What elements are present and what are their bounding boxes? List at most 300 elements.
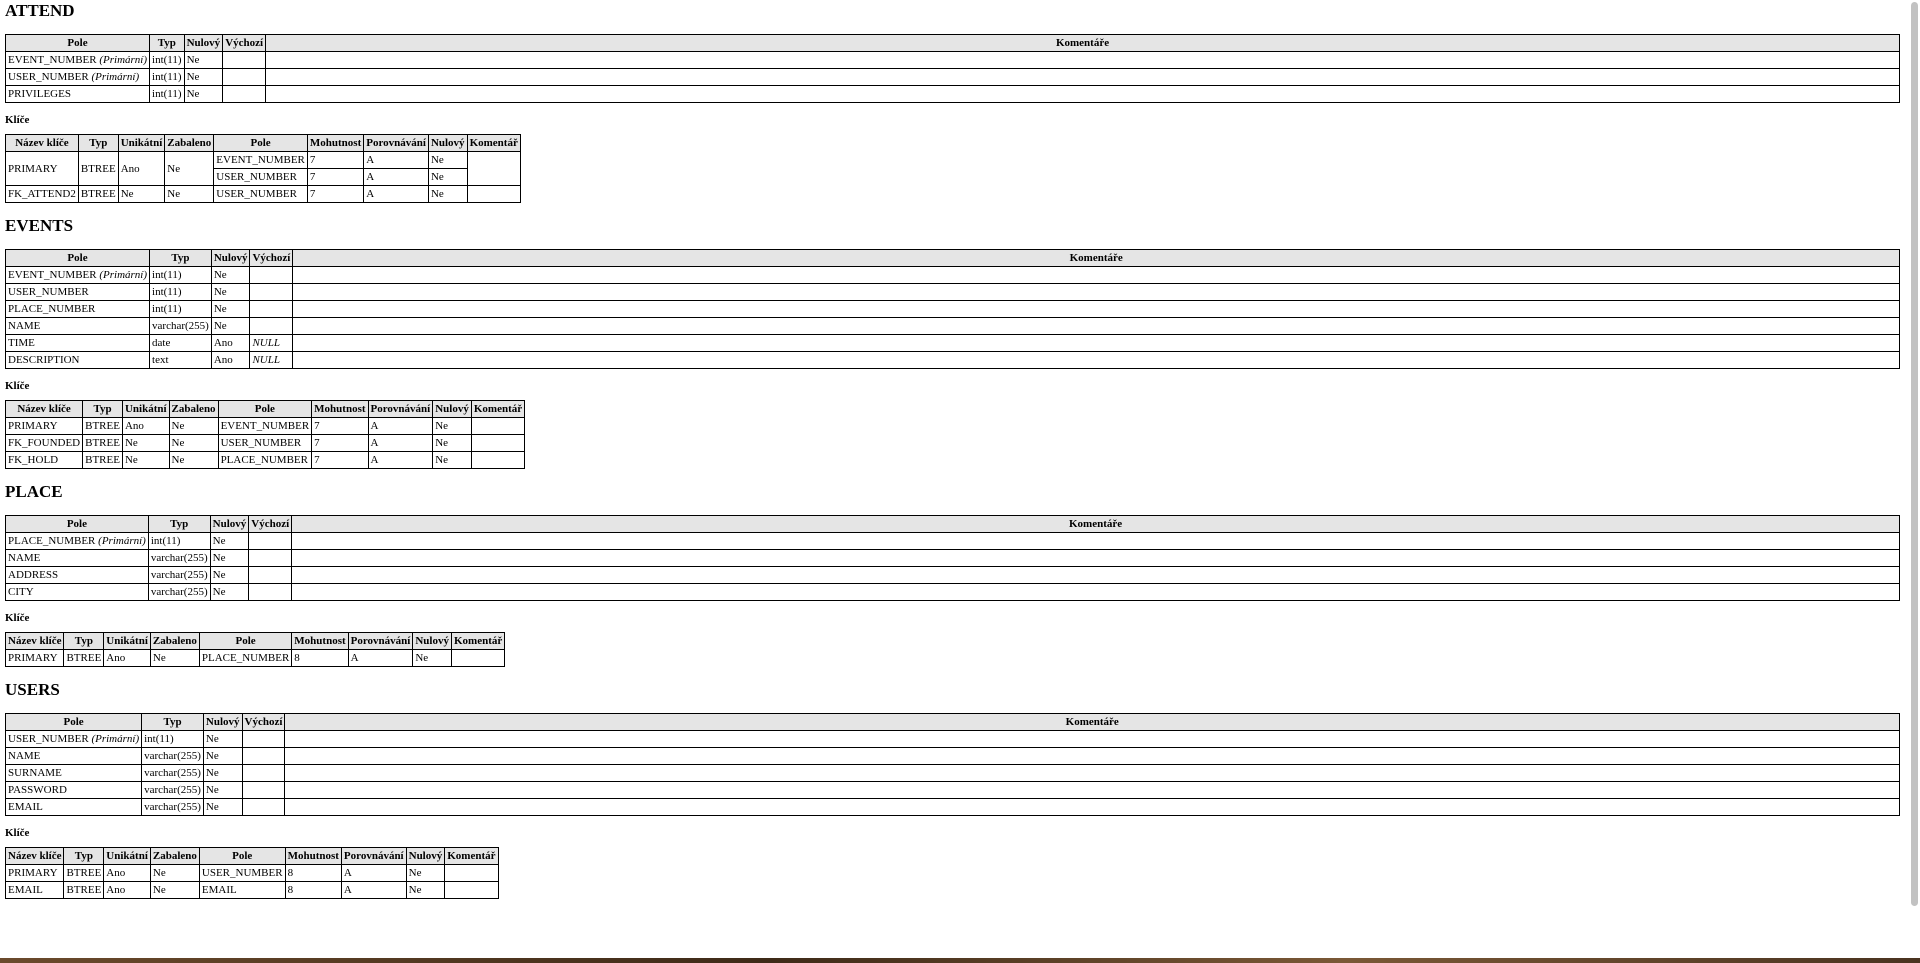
table-title: PLACE xyxy=(5,482,63,501)
key-cardinality: 8 xyxy=(285,882,341,899)
key-row xyxy=(6,435,525,452)
fields-column-header: Komentáře xyxy=(293,250,1900,267)
keys-column-header: Nulový xyxy=(428,135,467,152)
field-type: varchar(255) xyxy=(142,748,204,765)
keys-column-header: Unikátní xyxy=(122,401,169,418)
keys-table xyxy=(5,632,505,667)
fields-column-header: Nulový xyxy=(184,35,223,52)
key-packed: Ne xyxy=(150,865,199,882)
keys-table xyxy=(5,847,499,899)
key-collation: A xyxy=(364,186,429,203)
field-name-cell xyxy=(6,584,149,601)
key-field: USER_NUMBER xyxy=(199,865,285,882)
key-null: Ne xyxy=(433,452,472,469)
field-row xyxy=(6,584,1900,601)
key-comment xyxy=(467,186,520,203)
field-null: Ano xyxy=(211,335,250,352)
key-name: PRIMARY xyxy=(6,418,83,435)
key-field: EVENT_NUMBER xyxy=(214,152,308,169)
field-row xyxy=(6,318,1900,335)
key-collation: A xyxy=(364,152,429,169)
fields-column-header: Pole xyxy=(6,250,150,267)
field-row xyxy=(6,567,1900,584)
field-name-cell xyxy=(6,550,149,567)
field-comment xyxy=(292,533,1900,550)
keys-title: Klíče xyxy=(5,114,30,126)
fields-column-header: Typ xyxy=(142,714,204,731)
field-name-cell xyxy=(6,267,150,284)
field-name-cell xyxy=(6,318,150,335)
fields-header-row xyxy=(6,250,1900,267)
keys-column-header: Zabaleno xyxy=(169,401,218,418)
field-comment xyxy=(293,318,1900,335)
primary-key-mark: (Primární) xyxy=(98,535,146,547)
key-type: BTREE xyxy=(64,650,104,667)
field-null: Ne xyxy=(203,765,242,782)
key-packed: Ne xyxy=(169,418,218,435)
fields-column-header: Nulový xyxy=(210,516,249,533)
fields-column-header: Typ xyxy=(150,250,212,267)
field-type: varchar(255) xyxy=(150,318,212,335)
table-title: USERS xyxy=(5,680,60,699)
vertical-scrollbar[interactable] xyxy=(1910,0,1920,958)
keys-column-header: Porovnávání xyxy=(341,848,406,865)
field-name: SURNAME xyxy=(8,767,62,779)
field-name: PLACE_NUMBER xyxy=(8,303,96,315)
fields-column-header: Nulový xyxy=(211,250,250,267)
field-name: CITY xyxy=(8,586,34,598)
field-name: NAME xyxy=(8,750,41,762)
field-default-cell xyxy=(250,267,293,284)
key-collation: A xyxy=(341,882,406,899)
field-default-cell xyxy=(223,86,266,103)
keys-column-header: Unikátní xyxy=(118,135,165,152)
key-row xyxy=(6,452,525,469)
key-unique: Ano xyxy=(118,152,165,186)
primary-key-mark: (Primární) xyxy=(99,269,148,281)
field-name: PASSWORD xyxy=(8,784,67,796)
key-null: Ne xyxy=(406,882,445,899)
key-cardinality: 8 xyxy=(285,865,341,882)
field-type: varchar(255) xyxy=(148,550,210,567)
fields-column-header: Výchozí xyxy=(242,714,285,731)
field-name: ADDRESS xyxy=(8,569,59,581)
keys-column-header: Nulový xyxy=(413,633,452,650)
field-comment xyxy=(293,352,1900,369)
field-name: DESCRIPTION xyxy=(8,354,80,366)
key-comment xyxy=(471,418,524,435)
field-name-cell xyxy=(6,799,142,816)
key-field: USER_NUMBER xyxy=(214,169,308,186)
keys-header-row xyxy=(6,401,525,418)
field-name: TIME xyxy=(8,337,35,349)
key-type: BTREE xyxy=(83,418,123,435)
field-default-cell xyxy=(223,52,266,69)
field-default-cell xyxy=(250,352,293,369)
keys-column-header: Porovnávání xyxy=(364,135,429,152)
field-name-cell xyxy=(6,86,150,103)
field-name-cell xyxy=(6,69,150,86)
keys-header-row xyxy=(6,848,499,865)
field-name-cell xyxy=(6,567,149,584)
keys-column-header: Unikátní xyxy=(104,633,151,650)
key-name: PRIMARY xyxy=(6,650,64,667)
keys-column-header: Nulový xyxy=(406,848,445,865)
keys-column-header: Název klíče xyxy=(6,135,79,152)
table-section-place xyxy=(5,481,1900,679)
key-row xyxy=(6,152,521,169)
key-type: BTREE xyxy=(64,865,104,882)
fields-column-header: Typ xyxy=(148,516,210,533)
keys-column-header: Zabaleno xyxy=(150,633,199,650)
key-comment xyxy=(451,650,504,667)
field-default-cell xyxy=(250,284,293,301)
field-comment xyxy=(293,301,1900,318)
field-default: NULL xyxy=(252,337,280,349)
field-name-cell xyxy=(6,782,142,799)
key-cardinality: 7 xyxy=(307,186,363,203)
keys-column-header: Komentář xyxy=(467,135,520,152)
primary-key-mark: (Primární) xyxy=(91,71,140,83)
field-name: NAME xyxy=(8,320,41,332)
key-type: BTREE xyxy=(83,435,123,452)
field-row xyxy=(6,52,1900,69)
field-null: Ne xyxy=(203,748,242,765)
key-collation: A xyxy=(368,435,433,452)
key-row xyxy=(6,418,525,435)
keys-column-header: Pole xyxy=(218,401,312,418)
field-row xyxy=(6,533,1900,550)
key-type: BTREE xyxy=(83,452,123,469)
desktop-background-strip xyxy=(0,958,1920,963)
field-null: Ne xyxy=(210,584,249,601)
field-type: varchar(255) xyxy=(142,799,204,816)
fields-column-header: Typ xyxy=(150,35,185,52)
field-null: Ne xyxy=(203,731,242,748)
field-comment xyxy=(285,799,1900,816)
field-null: Ne xyxy=(210,567,249,584)
key-collation: A xyxy=(368,418,433,435)
key-type: BTREE xyxy=(64,882,104,899)
field-comment xyxy=(285,731,1900,748)
field-type: int(11) xyxy=(150,267,212,284)
field-name: USER_NUMBER xyxy=(8,71,89,83)
field-row xyxy=(6,284,1900,301)
field-null: Ne xyxy=(211,267,250,284)
field-default-cell xyxy=(242,765,285,782)
field-null: Ne xyxy=(210,533,249,550)
field-null: Ne xyxy=(203,782,242,799)
field-type: varchar(255) xyxy=(142,765,204,782)
keys-header-row xyxy=(6,135,521,152)
field-row xyxy=(6,748,1900,765)
field-name-cell xyxy=(6,284,150,301)
key-collation: A xyxy=(341,865,406,882)
key-row xyxy=(6,186,521,203)
field-type: date xyxy=(150,335,212,352)
fields-column-header: Výchozí xyxy=(249,516,292,533)
fields-table xyxy=(5,249,1900,369)
field-type: int(11) xyxy=(142,731,204,748)
field-null: Ano xyxy=(211,352,250,369)
key-field: USER_NUMBER xyxy=(218,435,312,452)
keys-column-header: Mohutnost xyxy=(307,135,363,152)
field-row xyxy=(6,267,1900,284)
key-packed: Ne xyxy=(165,186,214,203)
key-unique: Ano xyxy=(104,865,151,882)
keys-title: Klíče xyxy=(5,827,30,839)
field-comment xyxy=(293,284,1900,301)
field-name: EMAIL xyxy=(8,801,43,813)
keys-column-header: Typ xyxy=(64,633,104,650)
field-type: int(11) xyxy=(150,284,212,301)
key-null: Ne xyxy=(433,418,472,435)
keys-column-header: Nulový xyxy=(433,401,472,418)
key-row xyxy=(6,650,505,667)
keys-column-header: Zabaleno xyxy=(165,135,214,152)
key-field: EMAIL xyxy=(199,882,285,899)
key-unique: Ne xyxy=(122,435,169,452)
keys-column-header: Pole xyxy=(214,135,308,152)
field-row xyxy=(6,301,1900,318)
fields-table xyxy=(5,34,1900,103)
key-packed: Ne xyxy=(169,452,218,469)
keys-table xyxy=(5,400,525,469)
field-comment xyxy=(292,584,1900,601)
key-type: BTREE xyxy=(78,186,118,203)
key-unique: Ne xyxy=(122,452,169,469)
field-default-cell xyxy=(249,584,292,601)
key-comment xyxy=(445,865,498,882)
field-row xyxy=(6,799,1900,816)
key-null: Ne xyxy=(413,650,452,667)
field-name: PLACE_NUMBER xyxy=(8,535,96,547)
field-name-cell xyxy=(6,533,149,550)
fields-column-header: Pole xyxy=(6,714,142,731)
field-name: PRIVILEGES xyxy=(8,88,71,100)
table-title: EVENTS xyxy=(5,216,74,235)
field-null: Ne xyxy=(211,318,250,335)
primary-key-mark: (Primární) xyxy=(91,733,140,745)
keys-column-header: Porovnávání xyxy=(368,401,433,418)
key-unique: Ne xyxy=(118,186,165,203)
key-null: Ne xyxy=(428,169,467,186)
field-type: int(11) xyxy=(150,301,212,318)
field-null: Ne xyxy=(203,799,242,816)
key-comment xyxy=(467,152,520,186)
field-default-cell xyxy=(242,799,285,816)
field-null: Ne xyxy=(210,550,249,567)
key-collation: A xyxy=(348,650,413,667)
field-name: USER_NUMBER xyxy=(8,286,89,298)
field-comment xyxy=(285,782,1900,799)
keys-column-header: Mohutnost xyxy=(312,401,368,418)
field-comment xyxy=(292,550,1900,567)
keys-column-header: Mohutnost xyxy=(285,848,341,865)
field-default: NULL xyxy=(252,354,280,366)
fields-column-header: Pole xyxy=(6,516,149,533)
keys-header-row xyxy=(6,633,505,650)
keys-column-header: Název klíče xyxy=(6,401,83,418)
field-name-cell xyxy=(6,765,142,782)
field-type: int(11) xyxy=(150,69,185,86)
field-comment xyxy=(293,335,1900,352)
key-field: USER_NUMBER xyxy=(214,186,308,203)
key-cardinality: 7 xyxy=(312,418,368,435)
key-name: PRIMARY xyxy=(6,865,64,882)
field-type: varchar(255) xyxy=(148,567,210,584)
keys-table xyxy=(5,134,521,203)
fields-table xyxy=(5,713,1900,816)
key-cardinality: 7 xyxy=(312,452,368,469)
key-name: EMAIL xyxy=(6,882,64,899)
keys-column-header: Název klíče xyxy=(6,848,64,865)
field-null: Ne xyxy=(184,52,223,69)
key-unique: Ano xyxy=(104,882,151,899)
key-unique: Ano xyxy=(104,650,151,667)
key-row xyxy=(6,882,499,899)
key-name: FK_FOUNDED xyxy=(6,435,83,452)
field-name-cell xyxy=(6,731,142,748)
field-row xyxy=(6,69,1900,86)
fields-column-header: Komentáře xyxy=(266,35,1900,52)
keys-column-header: Unikátní xyxy=(104,848,151,865)
field-type: int(11) xyxy=(150,86,185,103)
key-cardinality: 7 xyxy=(307,169,363,186)
key-comment xyxy=(471,452,524,469)
field-type: varchar(255) xyxy=(142,782,204,799)
field-row xyxy=(6,335,1900,352)
keys-column-header: Komentář xyxy=(445,848,498,865)
key-null: Ne xyxy=(406,865,445,882)
field-default-cell xyxy=(250,301,293,318)
field-null: Ne xyxy=(184,69,223,86)
field-comment xyxy=(293,267,1900,284)
keys-column-header: Komentář xyxy=(471,401,524,418)
keys-column-header: Název klíče xyxy=(6,633,64,650)
key-collation: A xyxy=(364,169,429,186)
field-name: EVENT_NUMBER xyxy=(8,54,97,66)
key-null: Ne xyxy=(433,435,472,452)
scrollbar-thumb[interactable] xyxy=(1911,2,1918,906)
key-name: FK_ATTEND2 xyxy=(6,186,79,203)
keys-column-header: Pole xyxy=(199,848,285,865)
field-default-cell xyxy=(242,731,285,748)
fields-column-header: Komentáře xyxy=(292,516,1900,533)
field-name-cell xyxy=(6,352,150,369)
key-cardinality: 7 xyxy=(307,152,363,169)
key-packed: Ne xyxy=(169,435,218,452)
field-default-cell xyxy=(249,567,292,584)
fields-header-row xyxy=(6,516,1900,533)
primary-key-mark: (Primární) xyxy=(99,54,148,66)
table-title: ATTEND xyxy=(5,1,75,20)
field-name-cell xyxy=(6,301,150,318)
key-field: EVENT_NUMBER xyxy=(218,418,312,435)
field-default-cell xyxy=(249,550,292,567)
field-name-cell xyxy=(6,52,150,69)
field-row xyxy=(6,86,1900,103)
keys-title: Klíče xyxy=(5,380,30,392)
field-row xyxy=(6,731,1900,748)
keys-column-header: Pole xyxy=(199,633,291,650)
field-type: int(11) xyxy=(148,533,210,550)
field-comment xyxy=(266,86,1900,103)
key-cardinality: 8 xyxy=(292,650,348,667)
fields-column-header: Výchozí xyxy=(223,35,266,52)
field-name-cell xyxy=(6,748,142,765)
field-comment xyxy=(292,567,1900,584)
print-view xyxy=(5,0,1900,911)
field-name: NAME xyxy=(8,552,41,564)
field-type: int(11) xyxy=(150,52,185,69)
key-unique: Ano xyxy=(122,418,169,435)
key-collation: A xyxy=(368,452,433,469)
fields-table xyxy=(5,515,1900,601)
field-name: USER_NUMBER xyxy=(8,733,89,745)
key-packed: Ne xyxy=(150,650,199,667)
field-default-cell xyxy=(250,318,293,335)
keys-column-header: Typ xyxy=(83,401,123,418)
field-null: Ne xyxy=(211,284,250,301)
field-row xyxy=(6,765,1900,782)
field-comment xyxy=(285,748,1900,765)
fields-column-header: Nulový xyxy=(203,714,242,731)
field-comment xyxy=(285,765,1900,782)
key-field: PLACE_NUMBER xyxy=(218,452,312,469)
key-type: BTREE xyxy=(78,152,118,186)
key-field: PLACE_NUMBER xyxy=(199,650,291,667)
field-default-cell xyxy=(250,335,293,352)
key-cardinality: 7 xyxy=(312,435,368,452)
field-type: varchar(255) xyxy=(148,584,210,601)
table-section-events xyxy=(5,215,1900,481)
key-comment xyxy=(471,435,524,452)
key-comment xyxy=(445,882,498,899)
keys-title: Klíče xyxy=(5,612,30,624)
keys-column-header: Mohutnost xyxy=(292,633,348,650)
field-default-cell xyxy=(223,69,266,86)
keys-column-header: Porovnávání xyxy=(348,633,413,650)
key-name: PRIMARY xyxy=(6,152,79,186)
keys-column-header: Zabaleno xyxy=(150,848,199,865)
key-packed: Ne xyxy=(150,882,199,899)
fields-header-row xyxy=(6,714,1900,731)
field-default-cell xyxy=(249,533,292,550)
table-section-users xyxy=(5,679,1900,911)
table-section-attend xyxy=(5,0,1900,215)
field-name: EVENT_NUMBER xyxy=(8,269,97,281)
key-row xyxy=(6,865,499,882)
field-comment xyxy=(266,52,1900,69)
field-row xyxy=(6,352,1900,369)
key-null: Ne xyxy=(428,186,467,203)
field-name-cell xyxy=(6,335,150,352)
field-default-cell xyxy=(242,748,285,765)
fields-header-row xyxy=(6,35,1900,52)
fields-column-header: Komentáře xyxy=(285,714,1900,731)
field-null: Ne xyxy=(184,86,223,103)
key-packed: Ne xyxy=(165,152,214,186)
key-name: FK_HOLD xyxy=(6,452,83,469)
key-null: Ne xyxy=(428,152,467,169)
field-type: text xyxy=(150,352,212,369)
keys-column-header: Typ xyxy=(78,135,118,152)
field-comment xyxy=(266,69,1900,86)
field-default-cell xyxy=(242,782,285,799)
fields-column-header: Pole xyxy=(6,35,150,52)
field-row xyxy=(6,550,1900,567)
